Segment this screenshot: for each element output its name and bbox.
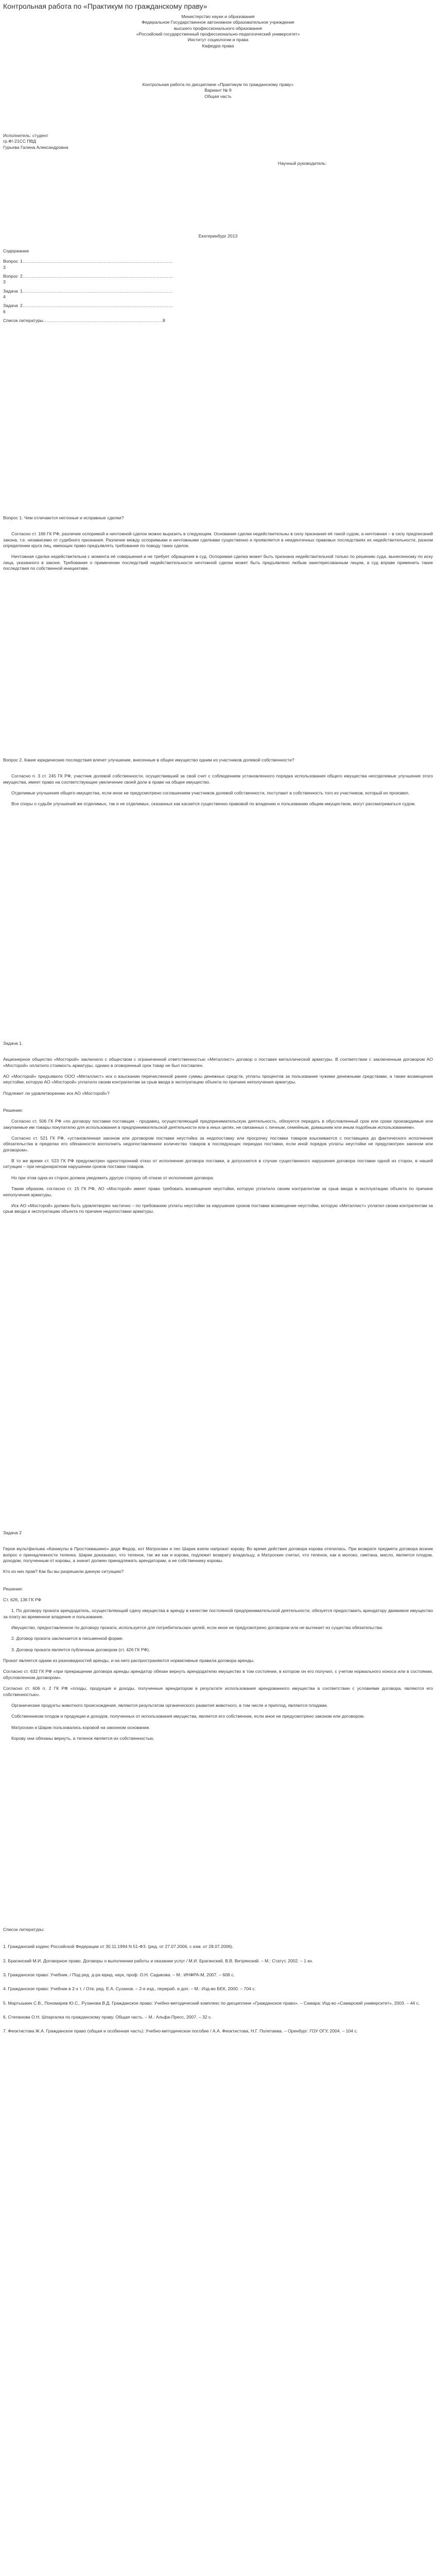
task-2-solution-paragraph: Согласно ст. 632 ГК РФ «при прекращении договора аренды арендатор обязан вернуть арендодателю имущество в том состоянии, в котором он его получил, с учетом нормального износа или в состоянии, обусловленном договором». — [3, 1669, 433, 1680]
task-1-solution-label: Решение: — [3, 1108, 23, 1113]
reference-item: 5. Мартышкин С.В., Пономарев Ю.С., Рузанова В.Д. Гражданское право: Учебно-методический комплекс по дисциплине «Гражданское право». – Самара: Изд-во «Самарский университет», 2003. – 44 с. — [3, 2000, 420, 2006]
reference-item: 3. Гражданское право: Учебник. / Под ред. д-ра юрид. наук, проф. О.Н. Садикова. – М.: ИНФРА-М, 2007. – 608 с. — [3, 1972, 235, 1978]
toc-item[interactable]: Вопрос 1…………………………………………………………………………………………3 — [3, 259, 173, 270]
question-2-paragraph: Согласно п. 3 ст. 245 ГК РФ, участник долевой собственности, осуществивший за свой счет с соблюдением установленного порядка использования общего имущества неотделимые улучшения этого имущества, имеет право на соответствующее увеличение своей доли в праве на общее имущество. — [3, 773, 433, 785]
page-title: Контрольная работа по «Практикум по гражданскому праву» — [3, 2, 207, 10]
question-2-paragraph: Все споры о судьбе улучшений же отделимых, так и не отделимых, сказанных как касается существенно правовой по владению и пользованию общим имуществом, могут рассматриваться судом. — [11, 801, 416, 807]
task-2-solution-paragraph: Корову они обязаны вернуть, а теленок является их собственностью. — [11, 1735, 154, 1741]
task-2-solution-paragraph: 3. Договор проката является публичным договором (ст. 426 ГК РФ). — [11, 1647, 150, 1652]
question-1-heading: Вопрос 1. Чем отличаются неглоные и исправные сделки? — [3, 515, 124, 520]
group-line: гр.Ф!-21СС ПВД — [3, 139, 36, 144]
toc-item[interactable]: Задача 1…………………………………………………………………………………………4 — [3, 288, 173, 300]
task-2-section — [3, 1530, 433, 1747]
reference-item: 7. Феоктистова Ж.А. Гражданское право (общая и особенная часть): Учебно-методическое пособие / А.А. Феоктистова, Н.Г. Полетаева. – Оренбург: ГОУ ОГУ, 2004. – 104 с. — [3, 2028, 358, 2034]
task-2-solution-paragraph: Матроскин и Шарик пользовались коровой на законном основании. — [11, 1724, 150, 1730]
task-1-solution-paragraph: Иск АО «Мосторой» должен быть удовлетворен частично – по требованию уплаты неустойки за нарушение сроков поставки возмещение неустойки, которую «Металлист» уплатил своим контрагентам за срыв ввода в эксплуатацию объекта по причине недопоставки арматуры. — [3, 1202, 433, 1214]
task-2-solution-label: Решение: — [3, 1586, 23, 1591]
references-section — [3, 1927, 433, 2043]
task-2-law-reference: Ст. 626, 136 ГК РФ — [3, 1597, 42, 1603]
task-1-solution-paragraph: Согласно ст. 506 ГК РФ «по договору поставки поставщик - продавец, осуществляющий предпринимательскую деятельность, обязуется передать в обусловленный срок или сроки производимые или закупаемые им товары покупателю для использования в предпринимательской деятельности или в иных целях, не связанных с личным, семейным, домашним или иным подобным использованием». — [3, 1118, 433, 1130]
reference-item: 2. Брагинский М.И. Договорное право. Договоры о выполнении работы и оказании услуг / М.И. Брагинский, В.В. Витрянский. – М.: Статут, 2002. – 1 кн. — [3, 1958, 313, 1963]
task-1-solution-paragraph: Таким образом, согласно ст. 15 ГК РФ, АО «Мосторой» имеет право требовать возмещения неустойки, которую уплатило своим контрагентам за срыв ввода в эксплуатацию объекта по причине неполучения арматуры. — [3, 1186, 433, 1197]
toc-item[interactable]: Вопрос 2…………………………………………………………………………………………3 — [3, 274, 173, 285]
federal-line: Федеральное Государственное автономное образовательное учреждение — [142, 20, 294, 25]
task-2-condition: Герои мультфильма «Каникулы в Простоквашино» дядя Федор, кот Матроскин и пес Шарик взяли напрокат корову. Во время действия договора корова отелилась. При возврате предмета договора возник вопрос о принадлежности теленка. Шарик доказывал, что теленок, так же как и корова, подлежит возврату владельцу, а Матроскин считал, что теленок, как и молоко, сметана, масло, является плодом, доходом, полученным от коровы, а значит должен принадлежать арендаторам, а не собственнику коровы. — [3, 1546, 433, 1564]
question-2-heading: Вопрос 2. Какие юридические последствия влечет улучшение, внесенные в общее имущество одним из участников долевой собственности? — [3, 757, 294, 762]
question-1-section — [3, 515, 433, 577]
toc-title: Содержание — [3, 248, 29, 253]
supervisor-label: Научный руководитель: — [278, 161, 327, 166]
question-2-paragraph: Отделимые улучшения общего имущества, если иное не предусмотрено соглашением участников долевой собственности, поступают в собственность того из участников, который их произвел. — [11, 790, 410, 796]
table-of-contents — [3, 248, 173, 324]
task-1-question: Подлежит ли удовлетворению иск АО «Мосторой»? — [3, 1090, 110, 1096]
task-1-condition: АО «Мосторой» предъявило ООО «Металлист» иск о взыскании перечисленной ранее суммы денежных средств, уплаты процентов за пользование чужими денежными средствами, а также возмещения неустойки, которую АО «Мосторой» уплатило своим контрагентам за срыв ввода в эксплуатацию объекта по причине неполучения арматуры. — [3, 1074, 433, 1085]
department-line: Кафедра права — [202, 43, 234, 48]
student-name: Гурьева Галина Александровна — [3, 144, 68, 150]
cover-title — [3, 82, 433, 99]
references-heading: Список литературы: — [3, 1927, 45, 1932]
task-1-condition: Акционерное общество «Мосторой» заключило с обществом с ограниченной ответственностью «Металлист» договор о поставке металлической арматуры. В соответствии с заключенным договором АО «Мосторой» оплатило стоимость арматуры, однако в оговоренный срок товар не был поставлен. — [3, 1057, 433, 1068]
performer-label: Исполнитель: студент — [3, 133, 48, 138]
task-2-solution-paragraph: Собственником плодов и продукции и доходов, полученных от использования имущества, является его собственник, если иное не предусмотрено законом или договором. — [11, 1714, 365, 1719]
task-2-solution-paragraph: Согласно ст. 606 п. 2 ГК РФ «плоды, продукция и доходы, полученные арендатором в результате использования арендованного имущества в соответствии с условиями договора, являются его собственностью». — [3, 1686, 433, 1697]
toc-item[interactable]: Список литературы………………………………………………………………………8 — [3, 318, 165, 324]
performer-block — [3, 133, 433, 150]
higher-education-line: высшего профессионального образования — [174, 25, 262, 31]
task-2-heading: Задача 2 — [3, 1530, 22, 1535]
university-line: «Российский государственный профессионально-педагогический университет» — [136, 31, 300, 37]
task-2-solution-paragraph: 2. Договор проката заключается в письменной форме. — [11, 1636, 124, 1641]
reference-item: 1. Гражданский кодекс Российской Федерации от 30.11.1994 N 51-ФЗ. (ред. от 27.07.2006, с изм. от 28.07.2006). — [3, 1944, 234, 1950]
task-1-heading: Задача 1. — [3, 1041, 23, 1046]
question-1-paragraph: Согласно ст. 166 ГК РФ, различие оспоримой и ничтожной сделок можно выразить в следующем. Основания сделки недействительны в силу признания её такой судом, а ничтожная – в силу предписаний закона, т.е. независимо от судебного признания. Различие между оспоримыми и ничтожными сделками существенно и проявляется в неидентичных правовых последствиях их недействительности, разном определении круга лиц, имеющих право предъявлять требования по поводу таких сделок. — [3, 531, 433, 549]
task-1-solution-paragraph: Согласно ст. 521 ГК РФ, «установленная законом или договором поставки неустойка за недопоставку или просрочку поставки товаров взыскивается с поставщика до фактического исполнения обязательства в пределах его обязанности восполнить недопоставленное количество товаров в последующих периодах поставки, если иной порядок уплаты неустойки не предусмотрен законом или договором». — [3, 1136, 433, 1153]
subject-line: Общая часть — [204, 93, 232, 99]
institute-line: Институт социологии и права — [187, 37, 249, 43]
discipline-line: Контрольная работа по дисциплине «Практикум по гражданскому праву» — [142, 82, 294, 87]
task-2-solution-paragraph: Прокат является одним из разновидностей аренды, и на него распространяются нормативные правила договора аренды. — [3, 1658, 255, 1664]
toc-item[interactable]: Задача 2…………………………………………………………………………………………6 — [3, 303, 173, 314]
city-year-block — [3, 233, 433, 239]
task-2-solution-paragraph: Имущество, предоставленное по договору проката, используется для потребительских целей, если иное не предусмотрено договором или не вытекает из существа обязательства. — [11, 1625, 383, 1631]
task-2-question: Кто из них прав? Как бы вы разрешили данную ситуацию? — [3, 1569, 124, 1574]
question-2-section — [3, 757, 433, 812]
reference-item: 6. Степанова О.Н. Шпаргалка по гражданскому праву. Общая часть. – М.: Альфа-Пресс, 2007. – 32 с. — [3, 2014, 212, 2020]
city-year: Екатеринбург 2013 — [198, 233, 238, 239]
task-2-solution-paragraph: Органические продукты животного происхождения, являются результатом органического развития животного, в том числе и приплод, являются плодами. — [11, 1702, 328, 1708]
task-2-solution-paragraph: 1. По договору проката арендодатель, осуществляющий сдачу имущества в аренду в качестве постоянной предпринимательской деятельности, обязуется предоставить арендатору движимое имущество за плату во временное владение и пользование. — [3, 1608, 433, 1619]
task-1-solution-paragraph: В то же время ст. 523 ГК РФ предусмотрен односторонний отказ от исполнения договора поставки, в допускается в случае существенного нарушения договора поставки одной из сторон, в нашей ситуации – при неоднократном нарушении сроков поставки товаров. — [3, 1158, 433, 1170]
task-1-solution-paragraph: Но при этом одна из сторон должна уведомить другую сторону об отказе от исполнения договора. — [11, 1175, 214, 1180]
title-page-header — [3, 14, 433, 49]
variant-line: Вариант № 9 — [204, 88, 232, 93]
question-1-paragraph: Ничтожная сделка недействительна с момента её совершения и не требует обращения в суд. Оспоримая сделка может быть признана недействительной только по решению суда, вынесенному по иску лица, указанного в законе. Требование о применении последствий недействительности ничтожной сделки может быть предъявлено любым заинтересованным лицом, а суд вправе применить такие последствия по собственной инициативе. — [3, 554, 433, 571]
task-1-section — [3, 1041, 433, 1220]
supervisor-block — [278, 161, 432, 166]
ministry-line: Министерство науки и образования — [181, 14, 255, 19]
reference-item: 4. Гражданское право: Учебник в 2-х т. / Отв. ред. Е.А. Суханов. – 2-е изд., перераб. и доп. – М.: Изд-во БЕК, 2000. – 704 с. — [3, 1986, 256, 1992]
